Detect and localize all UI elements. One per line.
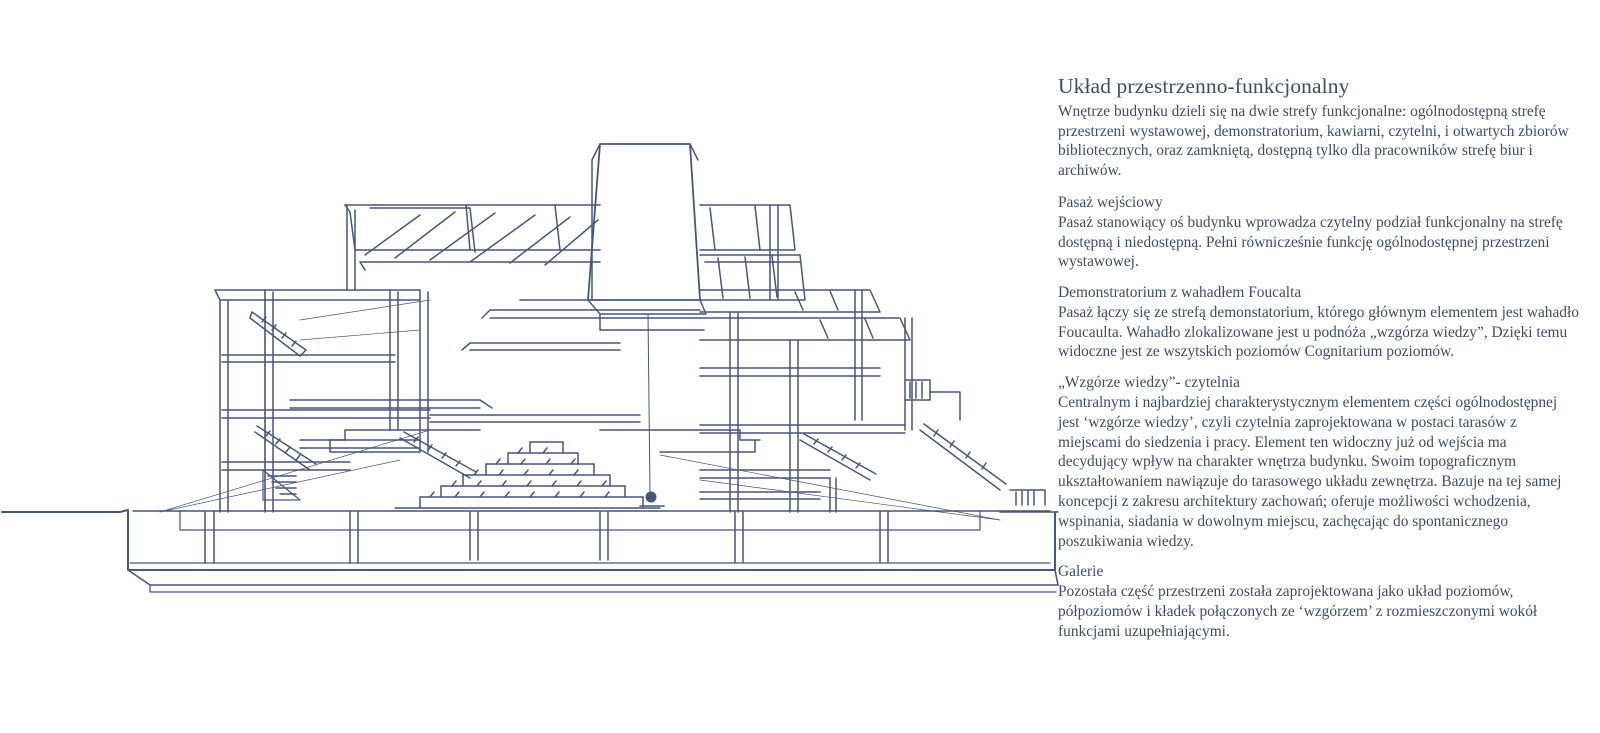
page-title: Układ przestrzenno-funkcjonalny	[1058, 74, 1350, 98]
section-body: Centralnym i najbardziej charakterystycznym elementem części ogólnodostępnej jest ‘wzgórze wiedzy’, czyli czytelnia zaprojektowana w postaci tarasów z miejscami do siedzenia i pracy. Element ten widoczny już od wejścia ma decydujący wpływ na charakter wnętrza budynku. Swoim topograficznym ukształtowaniem nawiązuje do tarasowego układu zewnętrza. Bazuje na tej samej koncepcji z zakresu architektury zachowań; oferuje możliwości wchodzenia, wspinania, siadania w dowolnym miejscu, zachęcając do spontanicznego poszukiwania wiedzy.	[1058, 393, 1562, 550]
section-demonstratorium	[1058, 283, 1580, 362]
section-pasaz-wejsciowy	[1058, 193, 1580, 272]
section-body: Pasaż łączy się ze strefą demonstatorium, którego głównym elementem jest wahadło Foucaulta. Wahadło zlokalizowane jest u podnóża „wzgórza wiedzy”, Dzięki temu widoczne jest ze wszytskich poziomów Cognitarium poziomów.	[1058, 303, 1579, 361]
section-body: Pasaż stanowiący oś budynku wprowadza czytelny podział funkcjonalny na strefę dostępną i niedostępną. Pełni równicześnie funkcję ogólnodostępnej przestrzeni wystawowej.	[1058, 213, 1563, 271]
section-wzgorze-wiedzy	[1058, 373, 1580, 551]
section-heading: Galerie	[1058, 563, 1104, 581]
section-body: Pozostała część przestrzeni została zaprojektowana jako układ poziomów, półpoziomów i kładek połączonych ze ‘wzgórzem’ z rozmieszczonymi wokół funkcjami uzupełniającymi.	[1058, 583, 1538, 640]
section-heading: Demonstratorium z wahadłem Foucalta	[1058, 284, 1302, 302]
section-heading: Pasaż wejściowy	[1058, 193, 1163, 211]
description-column	[1058, 74, 1580, 652]
section-heading: „Wzgórze wiedzy”- czytelnia	[1058, 374, 1241, 392]
section-galerie	[1058, 562, 1580, 641]
intro-paragraph: Wnętrze budynku dzieli się na dwie strefy funkcjonalne: ogólnodostępną strefę przestrzeni wystawowej, demonstratorium, kawiarni, czytelni, i otwartych zbiorów bibliotecznych, oraz zamkniętą, dostępną tylko dla pracowników strefę biur i archiwów.	[1058, 102, 1569, 180]
